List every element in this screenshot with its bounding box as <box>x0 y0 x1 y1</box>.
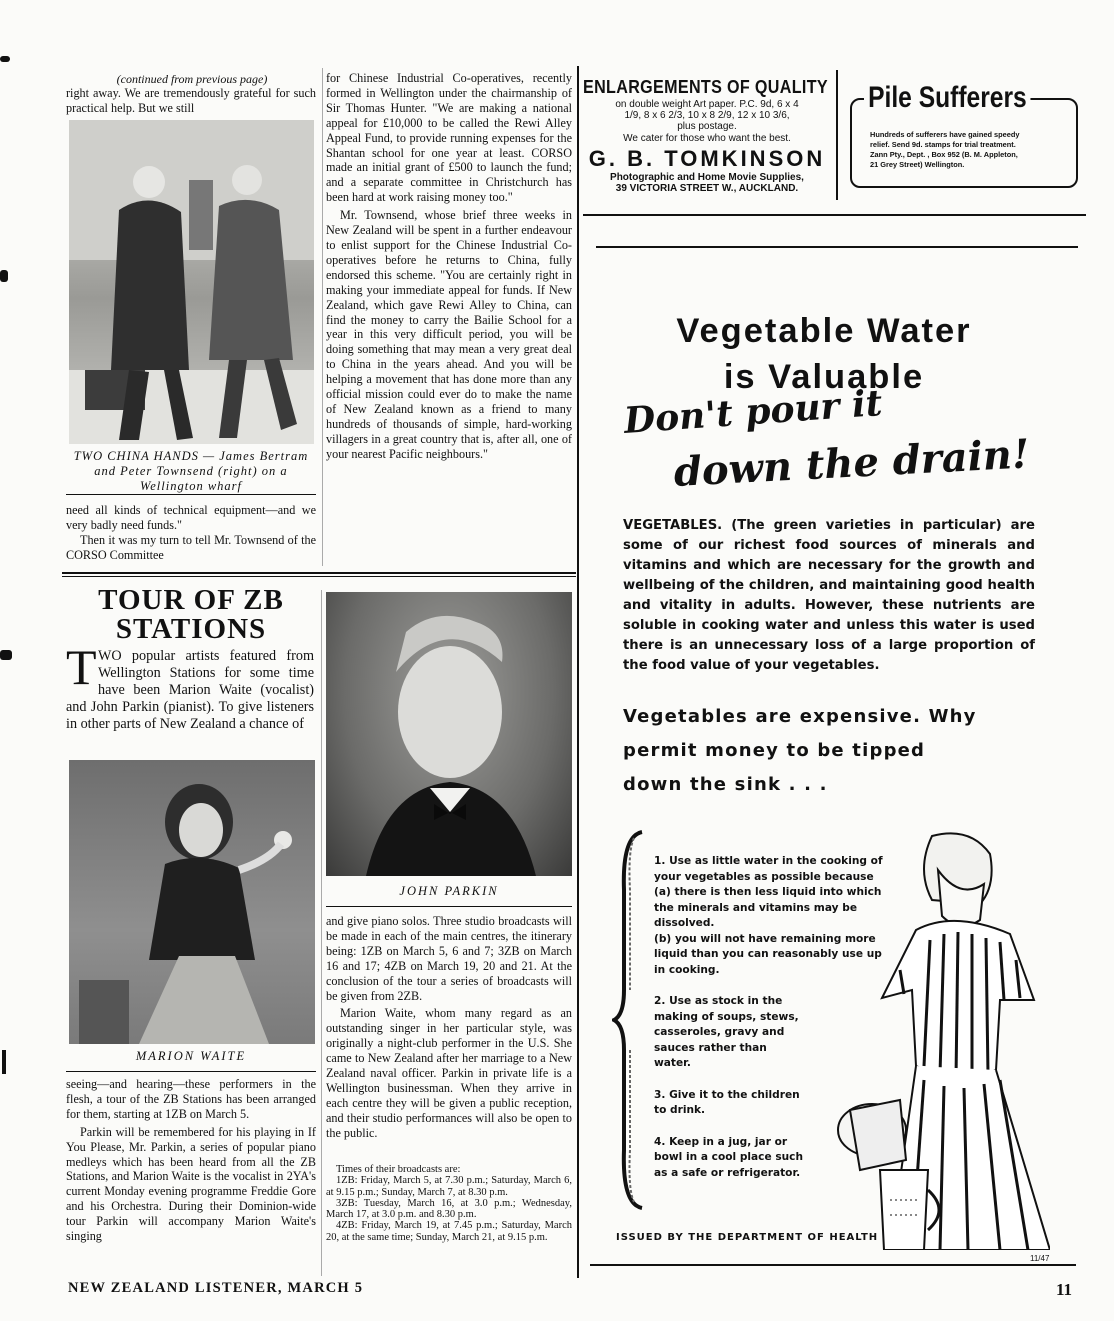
curly-bracket-icon <box>612 830 652 1210</box>
pile-line: relief. Send 9d. stamps for trial treatment. <box>870 140 1016 149</box>
article-col2 <box>326 71 572 462</box>
section-divider <box>62 572 576 574</box>
caption-divider <box>326 906 572 907</box>
enlargements-title: ENLARGEMENTS OF QUALITY <box>583 76 828 97</box>
health-ad-bottom-rule <box>590 1264 1076 1266</box>
pile-line: Zann Pty., Dept. , Box 952 (B. M. Appleton, <box>870 150 1018 159</box>
marion-waite-photo <box>69 760 315 1044</box>
tour-col1 <box>66 1077 316 1244</box>
times-heading: Times of their broadcasts are: <box>336 1164 461 1175</box>
health-headline-line-2: is Valuable <box>723 358 925 396</box>
article-col1-bottom <box>66 503 316 563</box>
column-divider <box>321 590 322 1276</box>
china-hands-caption: TWO CHINA HANDS — James Bertram and Peter Townsend (right) on a Wellington wharf <box>73 449 309 493</box>
john-parkin-photo <box>326 592 572 876</box>
tour-headline-line-1: TOUR OF ZB <box>98 584 284 616</box>
margin-mark <box>0 56 10 62</box>
health-lead-word: VEGETABLES. <box>623 518 723 533</box>
health-body-text: (The green varieties in particular) are some of our richest food sources of minerals and vitamins and which are necessary for the growth and wellbeing of the children, and maintaining good health and vitality in adults. However, these nutrients are soluble in cooking water and unless this water is used there is an unnecessary loss of a large proportion of the food value of your vegetables. <box>623 518 1035 673</box>
broadcast-times <box>326 1164 572 1243</box>
john-parkin-illustration <box>326 592 572 876</box>
ad-enlargements <box>583 77 831 194</box>
article-paragraph: need all kinds of technical equipment—and we very badly need funds." <box>66 503 316 532</box>
article-paragraph: Mr. Townsend, whose brief three weeks in New Zealand will be spent in a further endeavour to enlist support for the Chinese Industrial Co-operatives before he returns to China, fully endorsed this scheme. "You are certainly right in making your immediate appeal for funds. If New Zealand, which gave Rewi Alley to China, can find the money to carry the Bailie School for a year in this very difficult period, you will be doing something that may mean a very great deal to China in the years ahead. And you will be helping a movement that has done more than any official mission could ever do to make the name of New Zealand known as a friend to many hundreds of thousands of simple, hard-working villagers in a great country that is, after all, one of your nearest Pacific neighbours." <box>326 208 572 461</box>
margin-mark <box>2 1050 6 1074</box>
enlargements-line: plus postage. <box>677 121 737 132</box>
tip-1b: (b) you will not have remaining more liquid than you can reasonably use up in cooking. <box>654 932 882 976</box>
health-script-2: down the drain! <box>672 430 1031 496</box>
tour-headline-line-2: STATIONS <box>115 613 267 645</box>
tip-1: 1. Use as little water in the cooking of your vegetables as possible because (a) there is then less liquid into which the minerals and vitamins may be dissolved. <box>654 855 883 929</box>
caption-divider <box>66 494 316 495</box>
enlargements-line: on double weight Art paper. P.C. 9d, 6 x 4 <box>615 99 799 110</box>
times-4zb: 4ZB: Friday, March 19, at 7.45 p.m.; Saturday, March 20, at the same time; Sunday, March 21, at 9.15 p.m. <box>326 1220 572 1243</box>
john-parkin-caption: JOHN PARKIN <box>399 884 499 898</box>
pile-title: Pile Sufferers <box>864 80 1031 116</box>
health-code: 11/47 <box>1030 1254 1050 1263</box>
china-hands-photo-illustration <box>69 120 314 444</box>
pile-line: Hundreds of sufferers have gained speedy <box>870 130 1020 139</box>
caption-divider <box>66 1071 316 1072</box>
times-1zb: 1ZB: Friday, March 5, at 7.30 p.m.; Saturday, March 6, at 9.15 p.m.; Sunday, March 7, at 8.30 p.m. <box>326 1175 572 1198</box>
times-3zb: 3ZB: Tuesday, March 16, at 3.0 p.m.; Wednesday, March 17, at 3.0 p.m. and 8.30 p.m. <box>326 1197 572 1221</box>
continued-note: (continued from previous page) <box>116 72 268 86</box>
margin-mark <box>0 650 12 660</box>
article-col1-top <box>66 86 316 116</box>
margin-mark <box>0 270 8 282</box>
footer-page-number: 11 <box>1056 1280 1073 1299</box>
health-issued: ISSUED BY THE DEPARTMENT OF HEALTH <box>616 1232 879 1243</box>
footer-masthead: NEW ZEALAND LISTENER, MARCH 5 <box>68 1280 364 1296</box>
health-expensive <box>623 700 1043 802</box>
pile-line: 21 Grey Street) Wellington. <box>870 160 965 169</box>
enlargements-name: G. B. TOMKINSON <box>588 146 826 171</box>
article-paragraph: for Chinese Industrial Co-operatives, recently formed in Wellington under the chairmanship of Sir Thomas Hunter. "We are making a national appeal for £10,000 to be called the Rewi Alley Appeal Fund, to provide running expenses for the Shantan school for one year at least. CORSO made an initial grant of £500 to launch the fund; and a separate committee in Christchurch has been hard at work raising money too." <box>326 71 572 205</box>
health-ad-top-rule <box>596 246 1078 248</box>
health-script-1: Don't pour it <box>622 382 884 442</box>
tour-intro <box>66 648 314 733</box>
tip-2: 2. Use as stock in the making of soups, stews, casseroles, gravy and sauces rather than water. <box>654 995 799 1069</box>
ad-separator <box>583 214 1086 216</box>
ad-divider <box>836 70 838 200</box>
page-column-rule <box>577 66 579 1278</box>
dropcap-spacer <box>66 648 98 682</box>
column-divider <box>322 68 323 566</box>
tour-paragraph: and give piano solos. Three studio broadcasts will be made in each of the main centres, the itinerary being: 1ZB on March 5, 6 and 7; 3ZB on March 16 and 17; 4ZB on March 19, 20 and 21. At the conclusion of the tour a series of broadcasts will be given from 2ZB. <box>326 914 572 1003</box>
tip-3: 3. Give it to the children to drink. <box>654 1088 800 1116</box>
enlargements-address: 39 VICTORIA STREET W., AUCKLAND. <box>615 183 799 194</box>
health-expensive-line: down the sink . . . <box>623 774 828 795</box>
health-expensive-line: permit money to be tipped <box>623 740 926 761</box>
health-headline-line-1: Vegetable Water <box>676 312 972 350</box>
tour-intro-text: WO popular artists featured from Wellington Stations for some time have been Marion Waite (vocalist) and John Parkin (pianist). To give listeners in other parts of New Zealand a chance of <box>66 648 314 732</box>
tour-dropcap: T <box>66 639 97 695</box>
pile-body <box>870 130 1070 170</box>
woman-pouring-illustration <box>820 830 1050 1250</box>
marion-waite-caption: MARION WAITE <box>135 1049 247 1063</box>
enlargements-line: We cater for those who want the best. <box>623 133 791 144</box>
health-expensive-line: Vegetables are expensive. Why <box>623 706 977 727</box>
tour-paragraph: Marion Waite, whom many regard as an outstanding singer in her particular style, was originally a night-club performer in the U.S. She came to New Zealand after her marriage to a New Zealand naval officer. Parkin in private life is a Wellington businessman. When they arrive in each centre they will be given a public reception, and their studio performances will also be open to the public. <box>326 1006 572 1140</box>
tour-col2 <box>326 914 572 1141</box>
enlargements-line: 1/9, 8 x 6 2/3, 10 x 8 2/9, 12 x 10 3/6, <box>624 110 790 121</box>
tour-paragraph: Parkin will be remembered for his playing in If You Please, Mr. Parkin, a series of popular piano medleys which has been heard from all the ZB Stations, and Marion Waite is the vocalist in 2YA's current Monday evening programme Freddie Gore and his Orchestra. During their Dominion-wide tour Parkin will accompany Marion Waite's singing <box>66 1124 316 1244</box>
tip-4: 4. Keep in a jug, jar or bowl in a cool place such as a safe or refrigerator. <box>654 1135 804 1179</box>
health-body <box>623 516 1035 676</box>
article-paragraph: Then it was my turn to tell Mr. Townsend of the CORSO Committee <box>66 532 316 562</box>
marion-waite-illustration <box>69 760 315 1044</box>
china-hands-photo <box>69 120 314 444</box>
section-divider-thin <box>62 576 576 577</box>
tour-headline <box>66 586 316 644</box>
enlargements-supplies: Photographic and Home Movie Supplies, <box>610 172 804 183</box>
article-paragraph: right away. We are tremendously grateful for such practical help. But we still <box>66 86 316 115</box>
tour-paragraph: seeing—and hearing—these performers in the flesh, a tour of the ZB Stations has been arranged for them, starting at 1ZB on March 5. <box>66 1077 316 1121</box>
